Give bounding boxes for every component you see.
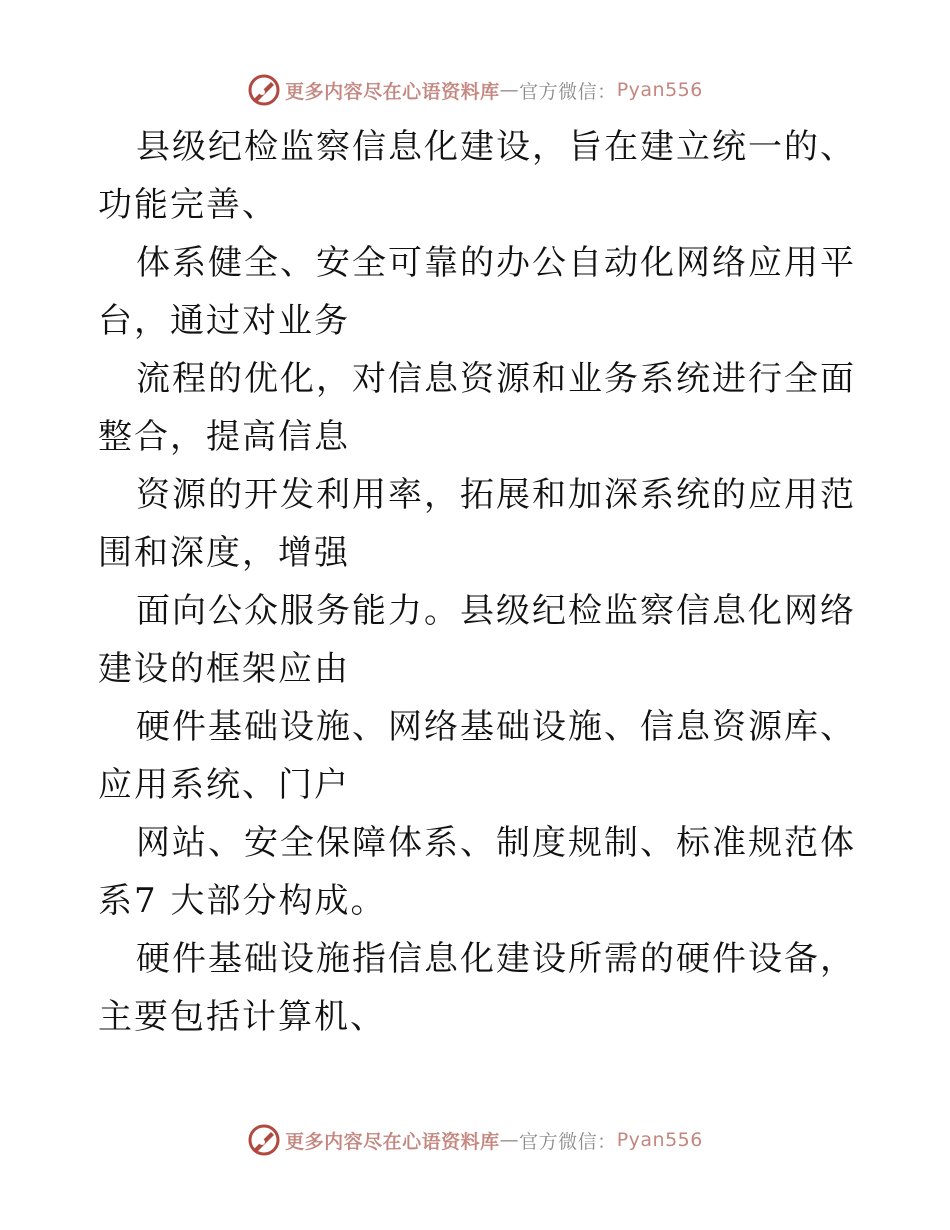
- paragraph: [98, 466, 858, 582]
- line: 台，通过对业务: [98, 301, 350, 341]
- paragraph: [98, 930, 858, 1046]
- watermark-wechat-label: 官方微信：: [519, 1130, 617, 1153]
- line: 设的框架应由: [134, 649, 350, 689]
- paragraph: [98, 118, 858, 234]
- header-watermark: [0, 70, 950, 110]
- watermark-text: 更多内容尽在心语资料库: [285, 80, 500, 103]
- paragraph: [98, 698, 858, 814]
- paragraph: [98, 350, 858, 466]
- paragraph: [98, 582, 858, 698]
- pen-logo-icon: [247, 73, 281, 107]
- footer-watermark: [0, 1120, 950, 1160]
- line: 用系统、门户: [134, 765, 350, 805]
- watermark-separator: —: [499, 79, 520, 101]
- paragraph: [98, 814, 858, 930]
- watermark-wechat-id: Pyan556: [616, 79, 703, 101]
- line: 和深度，增强: [134, 533, 350, 573]
- line: 合，提高信息: [134, 417, 350, 457]
- line: 网站、安全保障体系、制度规制、标准规范体系: [98, 823, 856, 921]
- line: 要包括计算机、: [134, 997, 386, 1037]
- line: 7 大部分构成。: [134, 881, 387, 921]
- line: 体系健全、安全可靠的办公自动化网络应用平: [136, 243, 856, 283]
- pen-logo-icon: [247, 1123, 281, 1157]
- line: 县级纪检监察信息化建设，旨在建立统一的、功: [98, 127, 856, 225]
- line: 硬件基础设施指信息化建设所需的硬件设备，主: [98, 939, 856, 1037]
- line: 硬件基础设施、网络基础设施、信息资源库、应: [98, 707, 856, 805]
- line: 面向公众服务能力。县级纪检监察信息化网络建: [98, 591, 856, 689]
- document-body: [98, 118, 858, 1046]
- watermark-wechat-label: 官方微信：: [519, 80, 617, 103]
- paragraph: [98, 234, 858, 350]
- watermark-text: 更多内容尽在心语资料库: [285, 1130, 500, 1153]
- watermark-separator: —: [499, 1129, 520, 1151]
- line: 资源的开发利用率，拓展和加深系统的应用范围: [98, 475, 856, 573]
- watermark-wechat-id: Pyan556: [616, 1129, 703, 1151]
- line: 能完善、: [134, 185, 278, 225]
- line: 流程的优化，对信息资源和业务系统进行全面整: [98, 359, 856, 457]
